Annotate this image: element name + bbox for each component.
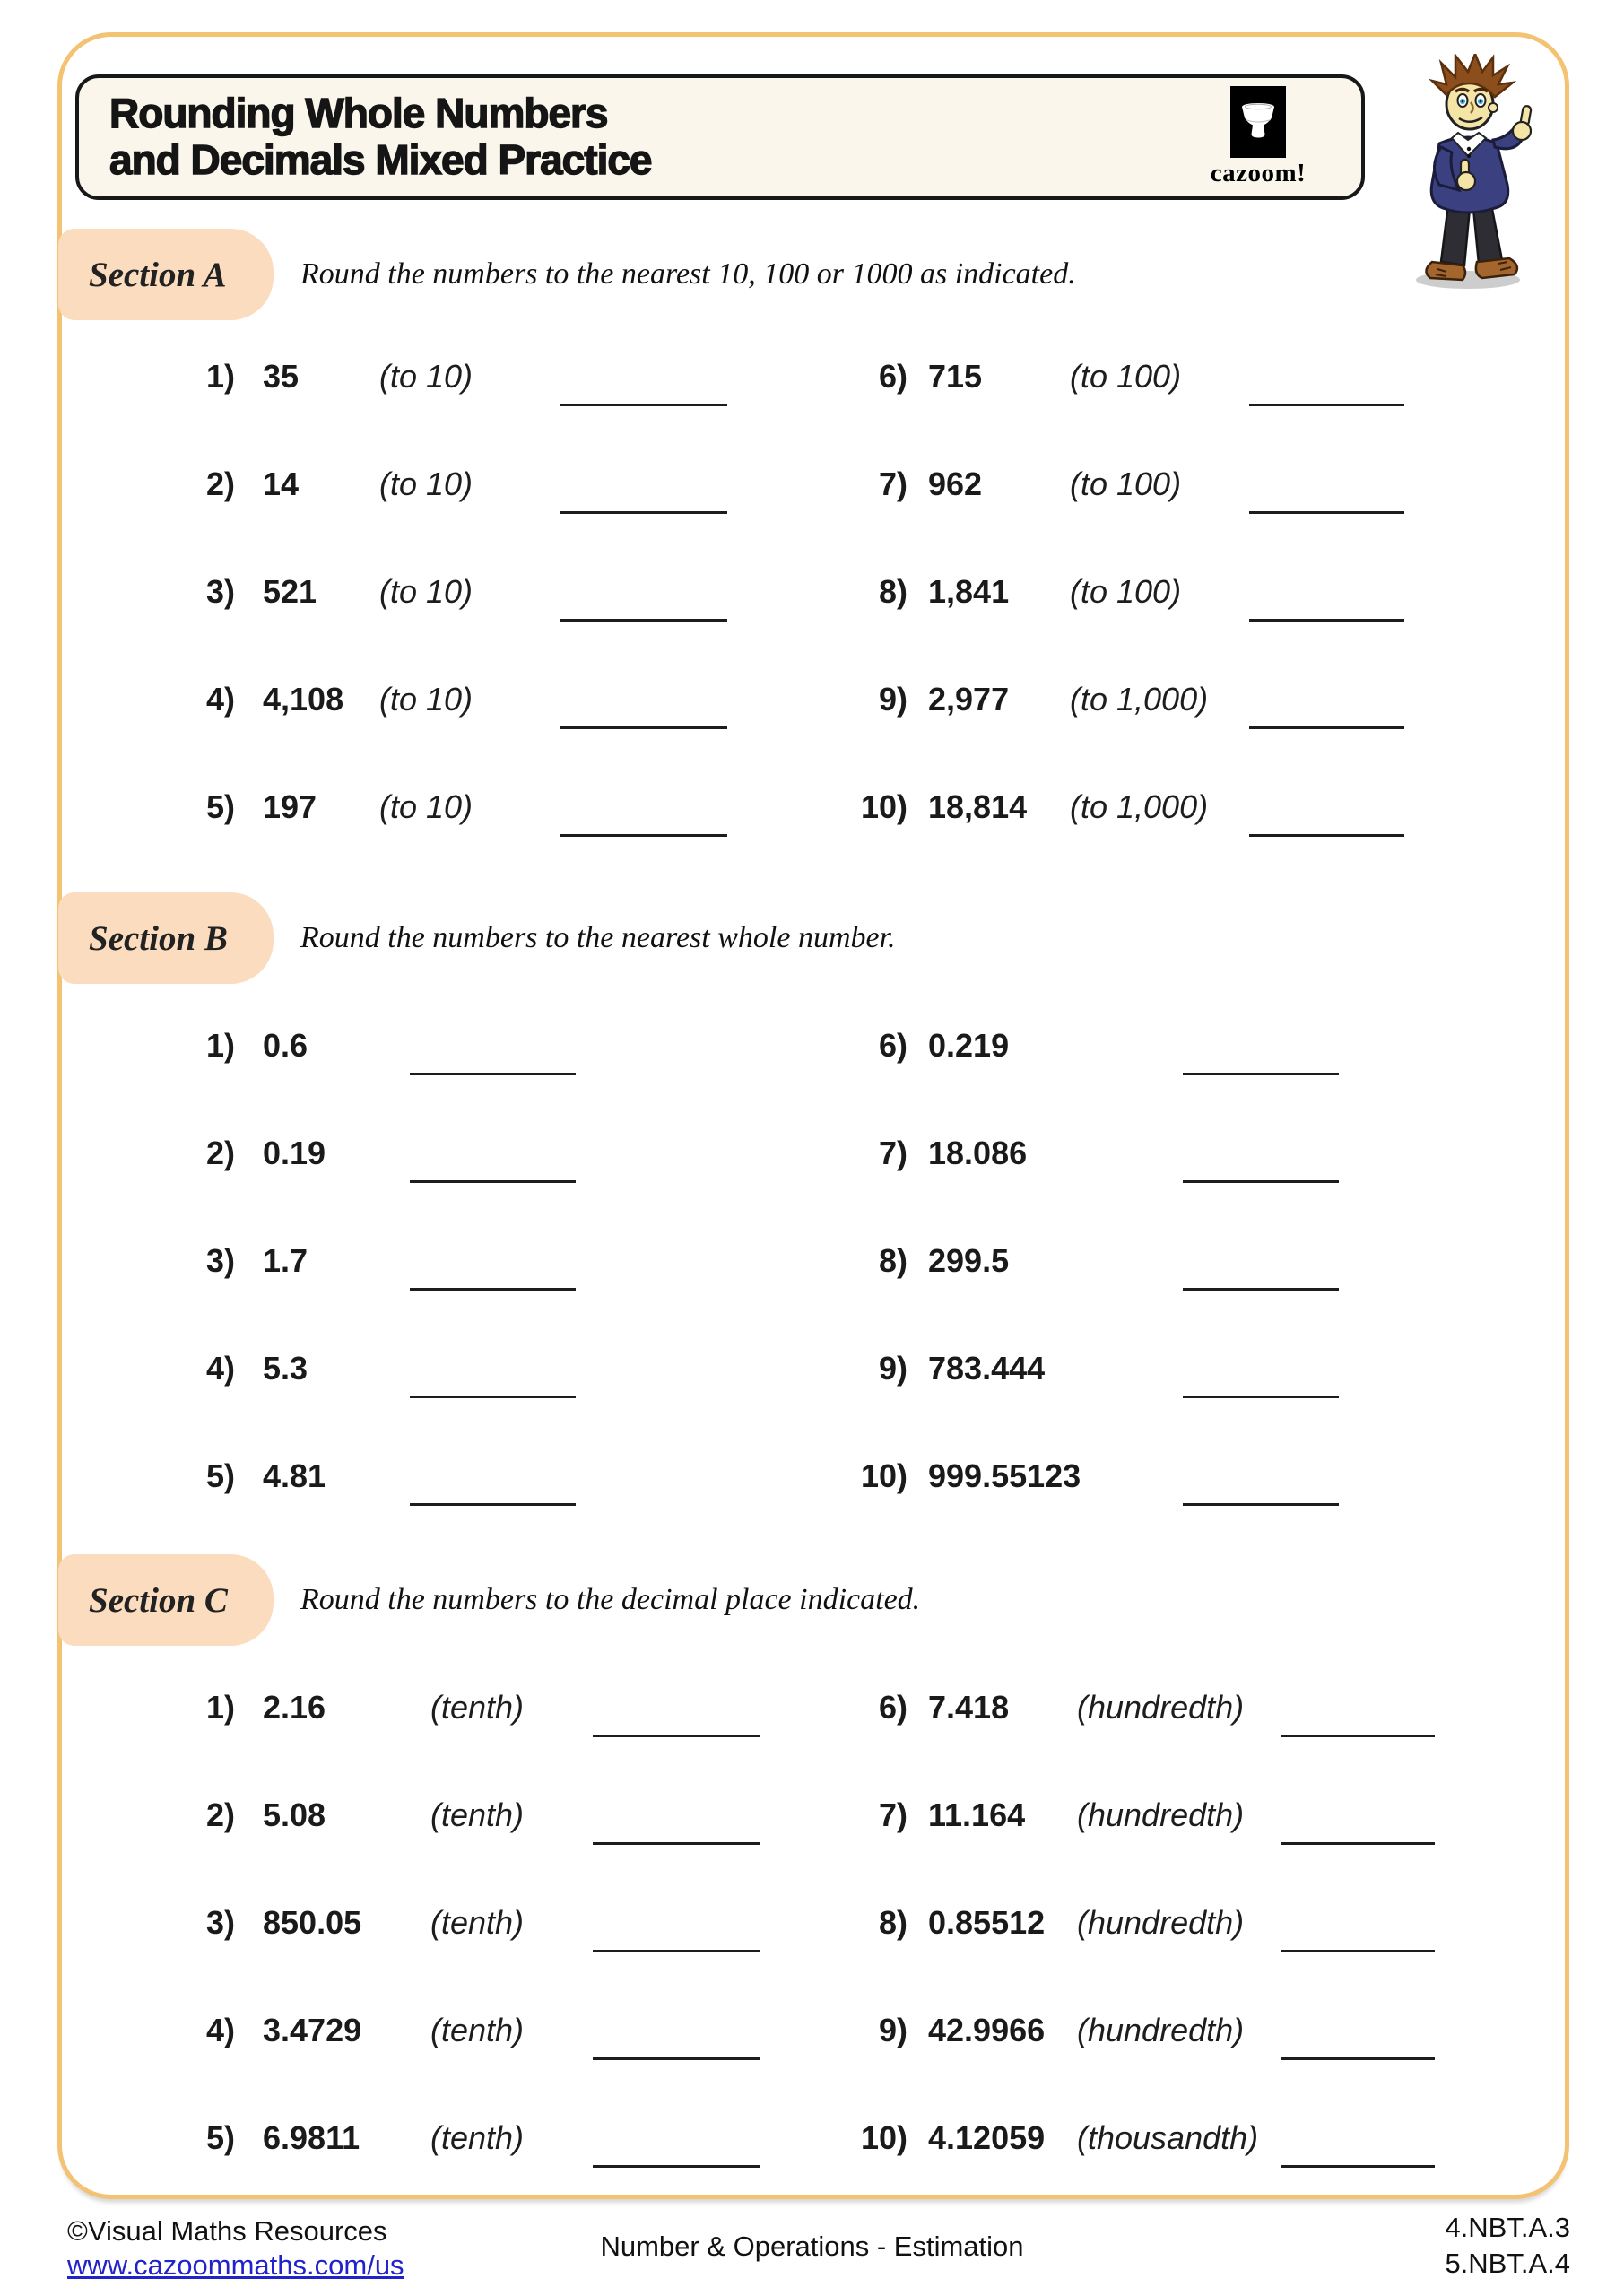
rounding-target: (to 1,000)	[1070, 788, 1209, 825]
question-number: 2)	[205, 465, 235, 502]
question-value: 962	[928, 465, 983, 502]
footer-topic: Number & Operations - Estimation	[600, 2231, 1024, 2262]
question-number: 8)	[878, 573, 908, 610]
question-value: 18,814	[928, 788, 1028, 825]
question-number: 3)	[205, 1242, 235, 1279]
question-row	[800, 1422, 1339, 1530]
rounding-target: (to 100)	[1070, 358, 1182, 395]
rounding-target: (hundredth)	[1077, 2012, 1245, 2048]
question-value: 0.219	[928, 1027, 1010, 1064]
answer-blank[interactable]	[1281, 1950, 1435, 1952]
section-c-header	[58, 1554, 920, 1646]
rounding-target: (to 1,000)	[1070, 681, 1209, 718]
question-value: 2.16	[263, 1689, 326, 1726]
question-row	[800, 1207, 1339, 1315]
question-value: 0.6	[263, 1027, 308, 1064]
question-value: 3.4729	[263, 2012, 362, 2048]
rounding-target: (tenth)	[430, 1796, 525, 1833]
answer-blank[interactable]	[1281, 1842, 1435, 1845]
answer-blank[interactable]	[1183, 1288, 1339, 1291]
rounding-target: (to 100)	[1070, 465, 1182, 502]
rounding-target: (tenth)	[430, 2012, 525, 2048]
answer-blank[interactable]	[410, 1503, 576, 1506]
section-b-header	[58, 892, 896, 984]
question-row	[127, 1761, 760, 1869]
question-number: 4)	[205, 681, 235, 718]
question-row	[800, 430, 1404, 538]
cazoom-logo	[1191, 86, 1325, 188]
question-number: 6)	[878, 1027, 908, 1064]
answer-blank[interactable]	[1249, 834, 1404, 837]
question-row	[127, 2084, 760, 2192]
question-value: 6.9811	[263, 2119, 360, 2156]
section-b-items-left	[127, 992, 576, 1530]
question-number: 10)	[860, 788, 908, 825]
answer-blank[interactable]	[593, 1735, 760, 1737]
question-row	[127, 1207, 576, 1315]
question-row	[800, 538, 1404, 646]
question-row	[800, 1977, 1435, 2084]
question-row	[800, 1315, 1339, 1422]
section-a-items-right	[800, 323, 1404, 861]
question-row	[800, 1869, 1435, 1977]
question-number: 7)	[878, 465, 908, 502]
question-value: 4.12059	[928, 2119, 1046, 2156]
question-number: 5)	[205, 1457, 235, 1494]
question-number: 3)	[205, 573, 235, 610]
question-value: 0.19	[263, 1135, 326, 1171]
question-row	[800, 2084, 1435, 2192]
answer-blank[interactable]	[1249, 726, 1404, 729]
section-a-items-left	[127, 323, 727, 861]
rounding-target: (tenth)	[430, 1904, 525, 1941]
rounding-target: (hundredth)	[1077, 1689, 1245, 1726]
cazoom-drum-icon	[1230, 86, 1286, 158]
question-value: 5.3	[263, 1350, 308, 1387]
question-row	[127, 1869, 760, 1977]
answer-blank[interactable]	[1183, 1180, 1339, 1183]
answer-blank[interactable]	[1281, 2165, 1435, 2168]
question-row	[127, 1422, 576, 1530]
question-row	[800, 323, 1404, 430]
question-value: 4,108	[263, 681, 344, 718]
question-number: 6)	[878, 358, 908, 395]
question-value: 850.05	[263, 1904, 362, 1941]
question-row	[127, 430, 727, 538]
question-row	[127, 753, 727, 861]
question-number: 5)	[205, 788, 235, 825]
section-b-items-right	[800, 992, 1339, 1530]
rounding-target: (to 10)	[379, 358, 473, 395]
question-row	[127, 538, 727, 646]
question-number: 10)	[860, 1457, 908, 1494]
answer-blank[interactable]	[410, 1180, 576, 1183]
answer-blank[interactable]	[560, 619, 727, 622]
section-a-header	[58, 229, 1076, 320]
question-value: 11.164	[928, 1796, 1026, 1833]
section-b-instruction: Round the numbers to the nearest whole number.	[300, 921, 896, 954]
answer-blank[interactable]	[1281, 2057, 1435, 2060]
question-number: 1)	[205, 1027, 235, 1064]
section-c-items-right	[800, 1654, 1435, 2192]
question-number: 10)	[860, 2119, 908, 2156]
answer-blank[interactable]	[1281, 1735, 1435, 1737]
answer-blank[interactable]	[560, 834, 727, 837]
question-value: 0.85512	[928, 1904, 1046, 1941]
question-row	[800, 1654, 1435, 1761]
question-value: 18.086	[928, 1135, 1028, 1171]
question-number: 7)	[878, 1135, 908, 1171]
rounding-target: (to 10)	[379, 681, 473, 718]
question-value: 5.08	[263, 1796, 326, 1833]
mascot-boy-illustration	[1394, 54, 1547, 296]
footer-copyright: ©Visual Maths Resources	[67, 2215, 387, 2247]
rounding-target: (hundredth)	[1077, 1796, 1245, 1833]
answer-blank[interactable]	[593, 1950, 760, 1952]
rounding-target: (to 10)	[379, 788, 473, 825]
answer-blank[interactable]	[1249, 619, 1404, 622]
question-row	[800, 753, 1404, 861]
rounding-target: (to 10)	[379, 573, 473, 610]
question-value: 715	[928, 358, 983, 395]
question-value: 14	[263, 465, 300, 502]
question-number: 9)	[878, 681, 908, 718]
footer-standard-1: 4.NBT.A.3	[1445, 2212, 1570, 2243]
question-number: 7)	[878, 1796, 908, 1833]
section-c-pill: Section C	[58, 1554, 274, 1646]
section-c-instruction: Round the numbers to the decimal place indicated.	[300, 1583, 921, 1616]
question-row	[127, 1100, 576, 1207]
question-number: 5)	[205, 2119, 235, 2156]
question-value: 197	[263, 788, 317, 825]
question-value: 35	[263, 358, 300, 395]
question-value: 521	[263, 573, 317, 610]
question-value: 783.444	[928, 1350, 1046, 1387]
footer-website-link[interactable]: www.cazoommaths.com/us	[67, 2249, 404, 2281]
rounding-target: (tenth)	[430, 1689, 525, 1726]
question-row	[127, 1315, 576, 1422]
question-row	[800, 1761, 1435, 1869]
question-row	[127, 1977, 760, 2084]
question-row	[127, 1654, 760, 1761]
answer-blank[interactable]	[560, 511, 727, 514]
question-value: 299.5	[928, 1242, 1010, 1279]
rounding-target: (to 10)	[379, 465, 473, 502]
question-value: 7.418	[928, 1689, 1010, 1726]
section-a-instruction: Round the numbers to the nearest 10, 100 or 1000 as indicated.	[300, 257, 1076, 291]
answer-blank[interactable]	[560, 404, 727, 406]
title-line-1: Rounding Whole Numbers	[109, 90, 608, 137]
question-row	[127, 992, 576, 1100]
question-number: 8)	[878, 1904, 908, 1941]
answer-blank[interactable]	[560, 726, 727, 729]
question-number: 6)	[878, 1689, 908, 1726]
section-b-pill: Section B	[58, 892, 274, 984]
question-row	[800, 1100, 1339, 1207]
worksheet-title-panel	[75, 74, 1365, 200]
question-number: 3)	[205, 1904, 235, 1941]
footer-standard-2: 5.NBT.A.4	[1445, 2248, 1570, 2279]
question-value: 4.81	[263, 1457, 326, 1494]
question-number: 9)	[878, 1350, 908, 1387]
answer-blank[interactable]	[1183, 1073, 1339, 1075]
cazoom-logo-text: cazoom!	[1210, 159, 1307, 187]
question-number: 8)	[878, 1242, 908, 1279]
answer-blank[interactable]	[593, 1842, 760, 1845]
question-row	[127, 646, 727, 753]
question-number: 2)	[205, 1135, 235, 1171]
question-number: 4)	[205, 2012, 235, 2048]
section-c-items-left	[127, 1654, 760, 2192]
question-number: 2)	[205, 1796, 235, 1833]
worksheet-title	[79, 91, 652, 184]
answer-blank[interactable]	[593, 2165, 760, 2168]
answer-blank[interactable]	[1183, 1503, 1339, 1506]
answer-blank[interactable]	[1249, 511, 1404, 514]
answer-blank[interactable]	[593, 2057, 760, 2060]
rounding-target: (tenth)	[430, 2119, 525, 2156]
rounding-target: (thousandth)	[1077, 2119, 1259, 2156]
question-value: 1,841	[928, 573, 1010, 610]
question-value: 42.9966	[928, 2012, 1046, 2048]
answer-blank[interactable]	[410, 1073, 576, 1075]
answer-blank[interactable]	[410, 1396, 576, 1398]
question-row	[800, 992, 1339, 1100]
question-number: 1)	[205, 358, 235, 395]
question-value: 2,977	[928, 681, 1010, 718]
title-line-2: and Decimals Mixed Practice	[109, 136, 652, 183]
worksheet-frame	[57, 32, 1569, 2199]
question-number: 1)	[205, 1689, 235, 1726]
answer-blank[interactable]	[1183, 1396, 1339, 1398]
answer-blank[interactable]	[410, 1288, 576, 1291]
question-number: 9)	[878, 2012, 908, 2048]
rounding-target: (to 100)	[1070, 573, 1182, 610]
question-value: 999.55123	[928, 1457, 1081, 1494]
question-value: 1.7	[263, 1242, 308, 1279]
question-row	[800, 646, 1404, 753]
section-a-pill: Section A	[58, 229, 274, 320]
answer-blank[interactable]	[1249, 404, 1404, 406]
question-number: 4)	[205, 1350, 235, 1387]
question-row	[127, 323, 727, 430]
rounding-target: (hundredth)	[1077, 1904, 1245, 1941]
